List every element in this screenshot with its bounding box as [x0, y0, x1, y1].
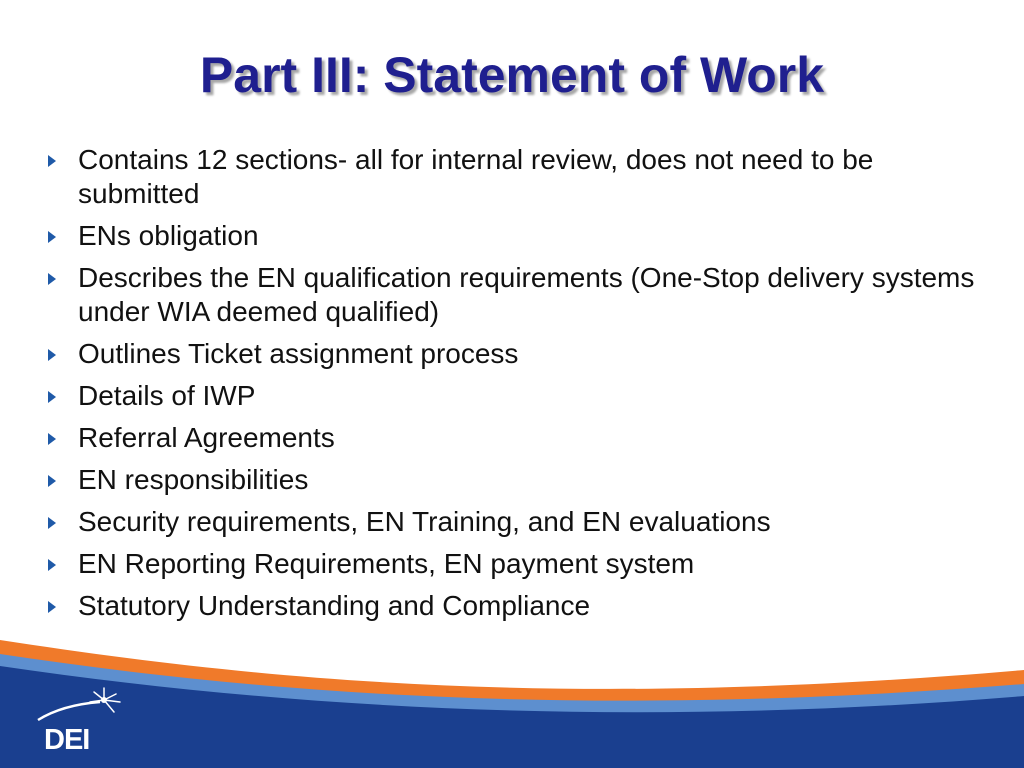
bullet-item: [48, 261, 978, 329]
bullet-text: ENs obligation: [78, 220, 259, 251]
bullet-text: Security requirements, EN Training, and EN evaluations: [78, 506, 771, 537]
triangle-bullet-icon: [48, 273, 56, 285]
bullet-item: [48, 589, 978, 623]
triangle-bullet-icon: [48, 155, 56, 167]
bullet-text: Details of IWP: [78, 380, 256, 411]
triangle-bullet-icon: [48, 601, 56, 613]
bullet-list: [48, 143, 978, 631]
bullet-item: [48, 219, 978, 253]
dei-logo: DEI: [44, 724, 90, 756]
bullet-text: Contains 12 sections- all for internal review, does not need to be submitted: [78, 144, 874, 209]
triangle-bullet-icon: [48, 231, 56, 243]
triangle-bullet-icon: [48, 559, 56, 571]
bullet-item: [48, 379, 978, 413]
bullet-text: Statutory Understanding and Compliance: [78, 590, 591, 621]
bullet-item: [48, 421, 978, 455]
bullet-item: [48, 547, 978, 581]
bullet-item: [48, 505, 978, 539]
slide-title: Part III: Statement of Work: [199, 47, 825, 103]
bullet-text: Describes the EN qualification requirements (One-Stop delivery systems under WIA deemed qualified): [78, 262, 975, 327]
bullet-item: [48, 143, 978, 211]
triangle-bullet-icon: [48, 349, 56, 361]
bullet-item: [48, 463, 978, 497]
bullet-text: Outlines Ticket assignment process: [78, 338, 519, 369]
bullet-text: Referral Agreements: [78, 422, 335, 453]
triangle-bullet-icon: [48, 391, 56, 403]
bullet-item: [48, 337, 978, 371]
bullet-text: EN Reporting Requirements, EN payment system: [78, 548, 695, 579]
triangle-bullet-icon: [48, 433, 56, 445]
footer-wave-band: [0, 640, 1024, 768]
bullet-text: EN responsibilities: [78, 464, 309, 495]
triangle-bullet-icon: [48, 517, 56, 529]
triangle-bullet-icon: [48, 475, 56, 487]
